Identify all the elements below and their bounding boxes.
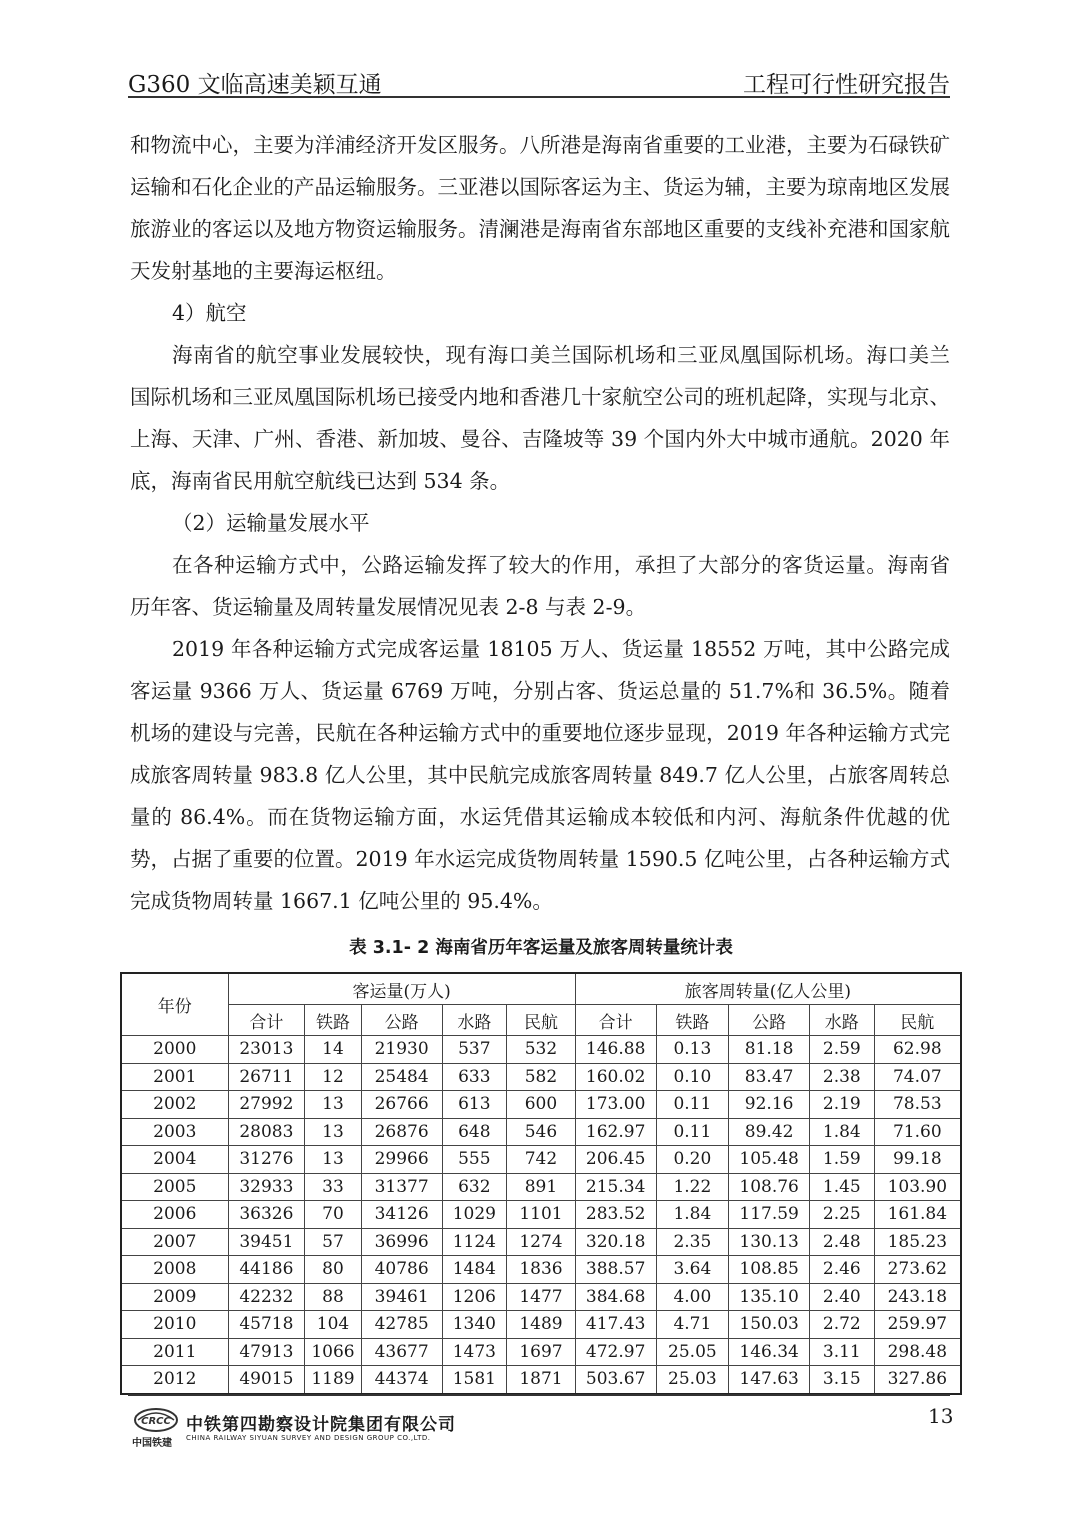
table-cell: 117.59 bbox=[729, 1201, 810, 1229]
table-cell: 298.48 bbox=[874, 1338, 961, 1366]
table-cell: 42232 bbox=[228, 1283, 305, 1311]
table-cell: 49015 bbox=[228, 1366, 305, 1394]
table-cell: 384.68 bbox=[575, 1283, 656, 1311]
heading-transport-volume: （2）运输量发展水平 bbox=[172, 511, 370, 535]
table-cell: 320.18 bbox=[575, 1228, 656, 1256]
table-row bbox=[121, 1228, 961, 1256]
year-cell: 2005 bbox=[121, 1173, 228, 1201]
table-cell: 1484 bbox=[442, 1256, 507, 1284]
table-cell: 1581 bbox=[442, 1366, 507, 1394]
svg-text:CRCC: CRCC bbox=[141, 1416, 171, 1427]
table-cell: 259.97 bbox=[874, 1311, 961, 1339]
company-name-cn: 中铁第四勘察设计院集团有限公司 bbox=[186, 1415, 456, 1435]
table-cell: 1124 bbox=[442, 1228, 507, 1256]
table-cell: 78.53 bbox=[874, 1091, 961, 1119]
table-row bbox=[121, 1311, 961, 1339]
table-cell: 89.42 bbox=[729, 1118, 810, 1146]
table-cell: 1.45 bbox=[810, 1173, 875, 1201]
paragraph-2019-stats: 2019 年各种运输方式完成客运量 18105 万人、货运量 18552 万吨，其中公路完成客运量 9366 万人、货运量 6769 万吨，分别占客、货运总量的 51.7%和 36.5%。随着机场的建设与完善，民航在各种运输方式中的重要地位逐步显现，2019 年各种运输方式完成旅客周转量 983.8 亿人公里，其中民航完成旅客周转量 849.7 亿人公里，占旅客周转总量的 86.4%。而在货物运输方面，水运凭借其运输成本较低和内河、海航条件优越的优势，占据了重要的位置。2019 年水运完成货物周转量 1590.5 亿吨公里，占各种运输方式完成货物周转量 1667.1 亿吨公里的 95.4%。 bbox=[130, 637, 950, 913]
page-number: 13 bbox=[928, 1404, 954, 1428]
table-cell: 57 bbox=[305, 1228, 362, 1256]
paragraph-aviation: 海南省的航空事业发展较快，现有海口美兰国际机场和三亚凤凰国际机场。海口美兰国际机场和三亚凤凰国际机场已接受内地和香港几十家航空公司的班机起降，实现与北京、上海、天津、广州、香港、新加坡、曼谷、吉隆坡等 39 个国内外大中城市通航。2020 年底，海南省民用航空航线已达到 534 条。 bbox=[130, 343, 950, 493]
header-report-title: 工程可行性研究报告 bbox=[743, 72, 950, 98]
column-header: 合计 bbox=[228, 1005, 305, 1036]
table-cell: 23013 bbox=[228, 1036, 305, 1064]
table-cell: 36326 bbox=[228, 1201, 305, 1229]
table-subheader-row bbox=[121, 1005, 961, 1036]
table-cell: 147.63 bbox=[729, 1366, 810, 1394]
table-cell: 108.85 bbox=[729, 1256, 810, 1284]
table-cell: 1.84 bbox=[810, 1118, 875, 1146]
table-cell: 4.00 bbox=[656, 1283, 729, 1311]
table-cell: 613 bbox=[442, 1091, 507, 1119]
table-cell: 13 bbox=[305, 1118, 362, 1146]
table-cell: 31276 bbox=[228, 1146, 305, 1174]
table-cell: 81.18 bbox=[729, 1036, 810, 1064]
table-cell: 1189 bbox=[305, 1366, 362, 1394]
table-cell: 70 bbox=[305, 1201, 362, 1229]
table-row bbox=[121, 1256, 961, 1284]
table-cell: 2.38 bbox=[810, 1063, 875, 1091]
table-cell: 105.48 bbox=[729, 1146, 810, 1174]
table-cell: 503.67 bbox=[575, 1366, 656, 1394]
year-cell: 2001 bbox=[121, 1063, 228, 1091]
column-header: 民航 bbox=[507, 1005, 576, 1036]
table-cell: 2.72 bbox=[810, 1311, 875, 1339]
table-cell: 206.45 bbox=[575, 1146, 656, 1174]
table-cell: 25484 bbox=[361, 1063, 442, 1091]
table-cell: 3.11 bbox=[810, 1338, 875, 1366]
column-header: 铁路 bbox=[656, 1005, 729, 1036]
table-cell: 1836 bbox=[507, 1256, 576, 1284]
table-cell: 1489 bbox=[507, 1311, 576, 1339]
year-cell: 2009 bbox=[121, 1283, 228, 1311]
table-cell: 62.98 bbox=[874, 1036, 961, 1064]
column-header: 公路 bbox=[361, 1005, 442, 1036]
column-header: 合计 bbox=[575, 1005, 656, 1036]
table-cell: 146.88 bbox=[575, 1036, 656, 1064]
passenger-statistics-table bbox=[120, 972, 962, 1395]
table-cell: 1477 bbox=[507, 1283, 576, 1311]
table-cell: 26766 bbox=[361, 1091, 442, 1119]
year-cell: 2000 bbox=[121, 1036, 228, 1064]
table-cell: 173.00 bbox=[575, 1091, 656, 1119]
table-cell: 1206 bbox=[442, 1283, 507, 1311]
table-cell: 44374 bbox=[361, 1366, 442, 1394]
table-cell: 45718 bbox=[228, 1311, 305, 1339]
table-cell: 1.22 bbox=[656, 1173, 729, 1201]
table-row bbox=[121, 1063, 961, 1091]
year-header: 年份 bbox=[121, 973, 228, 1036]
table-row bbox=[121, 1091, 961, 1119]
table-cell: 26876 bbox=[361, 1118, 442, 1146]
header-project-title: G360 文临高速美颖互通 bbox=[128, 72, 382, 98]
table-cell: 0.20 bbox=[656, 1146, 729, 1174]
passenger-volume-header: 客运量(万人) bbox=[228, 973, 575, 1005]
table-cell: 532 bbox=[507, 1036, 576, 1064]
table-cell: 215.34 bbox=[575, 1173, 656, 1201]
table-cell: 39461 bbox=[361, 1283, 442, 1311]
table-cell: 83.47 bbox=[729, 1063, 810, 1091]
table-cell: 417.43 bbox=[575, 1311, 656, 1339]
year-cell: 2010 bbox=[121, 1311, 228, 1339]
table-cell: 33 bbox=[305, 1173, 362, 1201]
table-cell: 327.86 bbox=[874, 1366, 961, 1394]
table-cell: 2.25 bbox=[810, 1201, 875, 1229]
table-cell: 161.84 bbox=[874, 1201, 961, 1229]
table-row bbox=[121, 1036, 961, 1064]
table-cell: 135.10 bbox=[729, 1283, 810, 1311]
year-cell: 2011 bbox=[121, 1338, 228, 1366]
year-cell: 2002 bbox=[121, 1091, 228, 1119]
table-row bbox=[121, 1118, 961, 1146]
table-cell: 283.52 bbox=[575, 1201, 656, 1229]
year-cell: 2012 bbox=[121, 1366, 228, 1394]
table-cell: 21930 bbox=[361, 1036, 442, 1064]
table-cell: 1101 bbox=[507, 1201, 576, 1229]
table-cell: 243.18 bbox=[874, 1283, 961, 1311]
table-cell: 0.11 bbox=[656, 1091, 729, 1119]
table-cell: 2.35 bbox=[656, 1228, 729, 1256]
paragraph-road-role: 在各种运输方式中，公路运输发挥了较大的作用，承担了大部分的客货运量。海南省历年客、货运输量及周转量发展情况见表 2-8 与表 2-9。 bbox=[130, 553, 950, 619]
year-cell: 2006 bbox=[121, 1201, 228, 1229]
table-cell: 130.13 bbox=[729, 1228, 810, 1256]
table-cell: 146.34 bbox=[729, 1338, 810, 1366]
table-cell: 26711 bbox=[228, 1063, 305, 1091]
table-cell: 162.97 bbox=[575, 1118, 656, 1146]
table-cell: 3.15 bbox=[810, 1366, 875, 1394]
footer-divider bbox=[128, 1394, 950, 1396]
table-cell: 0.11 bbox=[656, 1118, 729, 1146]
table-cell: 582 bbox=[507, 1063, 576, 1091]
table-caption: 表 3.1- 2 海南省历年客运量及旅客周转量统计表 bbox=[349, 938, 733, 958]
table-cell: 2.48 bbox=[810, 1228, 875, 1256]
table-cell: 2.59 bbox=[810, 1036, 875, 1064]
table-cell: 32933 bbox=[228, 1173, 305, 1201]
year-cell: 2004 bbox=[121, 1146, 228, 1174]
table-cell: 648 bbox=[442, 1118, 507, 1146]
table-row bbox=[121, 1366, 961, 1394]
brand-name: 中国铁建 bbox=[132, 1438, 172, 1449]
table-cell: 1871 bbox=[507, 1366, 576, 1394]
table-cell: 150.03 bbox=[729, 1311, 810, 1339]
table-row bbox=[121, 1173, 961, 1201]
column-header: 水路 bbox=[810, 1005, 875, 1036]
table-cell: 39451 bbox=[228, 1228, 305, 1256]
table-cell: 273.62 bbox=[874, 1256, 961, 1284]
table-cell: 4.71 bbox=[656, 1311, 729, 1339]
table-cell: 92.16 bbox=[729, 1091, 810, 1119]
table-cell: 104 bbox=[305, 1311, 362, 1339]
table-cell: 1066 bbox=[305, 1338, 362, 1366]
table-row bbox=[121, 1338, 961, 1366]
table-cell: 44186 bbox=[228, 1256, 305, 1284]
table-cell: 71.60 bbox=[874, 1118, 961, 1146]
year-cell: 2003 bbox=[121, 1118, 228, 1146]
table-cell: 1340 bbox=[442, 1311, 507, 1339]
table-cell: 80 bbox=[305, 1256, 362, 1284]
table-cell: 42785 bbox=[361, 1311, 442, 1339]
table-cell: 108.76 bbox=[729, 1173, 810, 1201]
table-cell: 633 bbox=[442, 1063, 507, 1091]
table-cell: 388.57 bbox=[575, 1256, 656, 1284]
table-cell: 40786 bbox=[361, 1256, 442, 1284]
table-cell: 13 bbox=[305, 1091, 362, 1119]
table-cell: 36996 bbox=[361, 1228, 442, 1256]
table-cell: 555 bbox=[442, 1146, 507, 1174]
company-name-en: CHINA RAILWAY SIYUAN SURVEY AND DESIGN GROUP CO.,LTD. bbox=[186, 1434, 431, 1442]
table-cell: 2.19 bbox=[810, 1091, 875, 1119]
table-cell: 31377 bbox=[361, 1173, 442, 1201]
column-header: 民航 bbox=[874, 1005, 961, 1036]
table-cell: 34126 bbox=[361, 1201, 442, 1229]
passenger-turnover-header: 旅客周转量(亿人公里) bbox=[575, 973, 961, 1005]
table-header-row bbox=[121, 973, 961, 1005]
table-cell: 0.10 bbox=[656, 1063, 729, 1091]
table-row bbox=[121, 1201, 961, 1229]
column-header: 铁路 bbox=[305, 1005, 362, 1036]
table-cell: 185.23 bbox=[874, 1228, 961, 1256]
table-cell: 1473 bbox=[442, 1338, 507, 1366]
table-cell: 1029 bbox=[442, 1201, 507, 1229]
table-cell: 12 bbox=[305, 1063, 362, 1091]
table-cell: 1697 bbox=[507, 1338, 576, 1366]
table-cell: 25.05 bbox=[656, 1338, 729, 1366]
table-cell: 742 bbox=[507, 1146, 576, 1174]
table-body bbox=[121, 1036, 961, 1394]
table-cell: 3.64 bbox=[656, 1256, 729, 1284]
table-cell: 1274 bbox=[507, 1228, 576, 1256]
table-cell: 891 bbox=[507, 1173, 576, 1201]
table-cell: 0.13 bbox=[656, 1036, 729, 1064]
table-cell: 2.46 bbox=[810, 1256, 875, 1284]
table-cell: 537 bbox=[442, 1036, 507, 1064]
table-cell: 88 bbox=[305, 1283, 362, 1311]
table-cell: 2.40 bbox=[810, 1283, 875, 1311]
table-cell: 29966 bbox=[361, 1146, 442, 1174]
year-cell: 2007 bbox=[121, 1228, 228, 1256]
table-cell: 13 bbox=[305, 1146, 362, 1174]
table-cell: 632 bbox=[442, 1173, 507, 1201]
paragraph-ports: 和物流中心，主要为洋浦经济开发区服务。八所港是海南省重要的工业港，主要为石碌铁矿运输和石化企业的产品运输服务。三亚港以国际客运为主、货运为辅，主要为琼南地区发展旅游业的客运以及地方物资运输服务。清澜港是海南省东部地区重要的支线补充港和国家航天发射基地的主要海运枢纽。 bbox=[130, 133, 950, 283]
table-cell: 28083 bbox=[228, 1118, 305, 1146]
table-cell: 43677 bbox=[361, 1338, 442, 1366]
column-header: 公路 bbox=[729, 1005, 810, 1036]
table-cell: 600 bbox=[507, 1091, 576, 1119]
table-cell: 1.84 bbox=[656, 1201, 729, 1229]
table-cell: 99.18 bbox=[874, 1146, 961, 1174]
table-cell: 546 bbox=[507, 1118, 576, 1146]
table-cell: 160.02 bbox=[575, 1063, 656, 1091]
heading-aviation: 4）航空 bbox=[172, 301, 247, 325]
page-header bbox=[128, 62, 950, 98]
table-cell: 472.97 bbox=[575, 1338, 656, 1366]
table-cell: 1.59 bbox=[810, 1146, 875, 1174]
body-text bbox=[130, 124, 950, 922]
table-row bbox=[121, 1146, 961, 1174]
table-cell: 47913 bbox=[228, 1338, 305, 1366]
table-cell: 25.03 bbox=[656, 1366, 729, 1394]
table-cell: 74.07 bbox=[874, 1063, 961, 1091]
table-cell: 103.90 bbox=[874, 1173, 961, 1201]
column-header: 水路 bbox=[442, 1005, 507, 1036]
year-cell: 2008 bbox=[121, 1256, 228, 1284]
table-cell: 27992 bbox=[228, 1091, 305, 1119]
table-row bbox=[121, 1283, 961, 1311]
table-cell: 14 bbox=[305, 1036, 362, 1064]
